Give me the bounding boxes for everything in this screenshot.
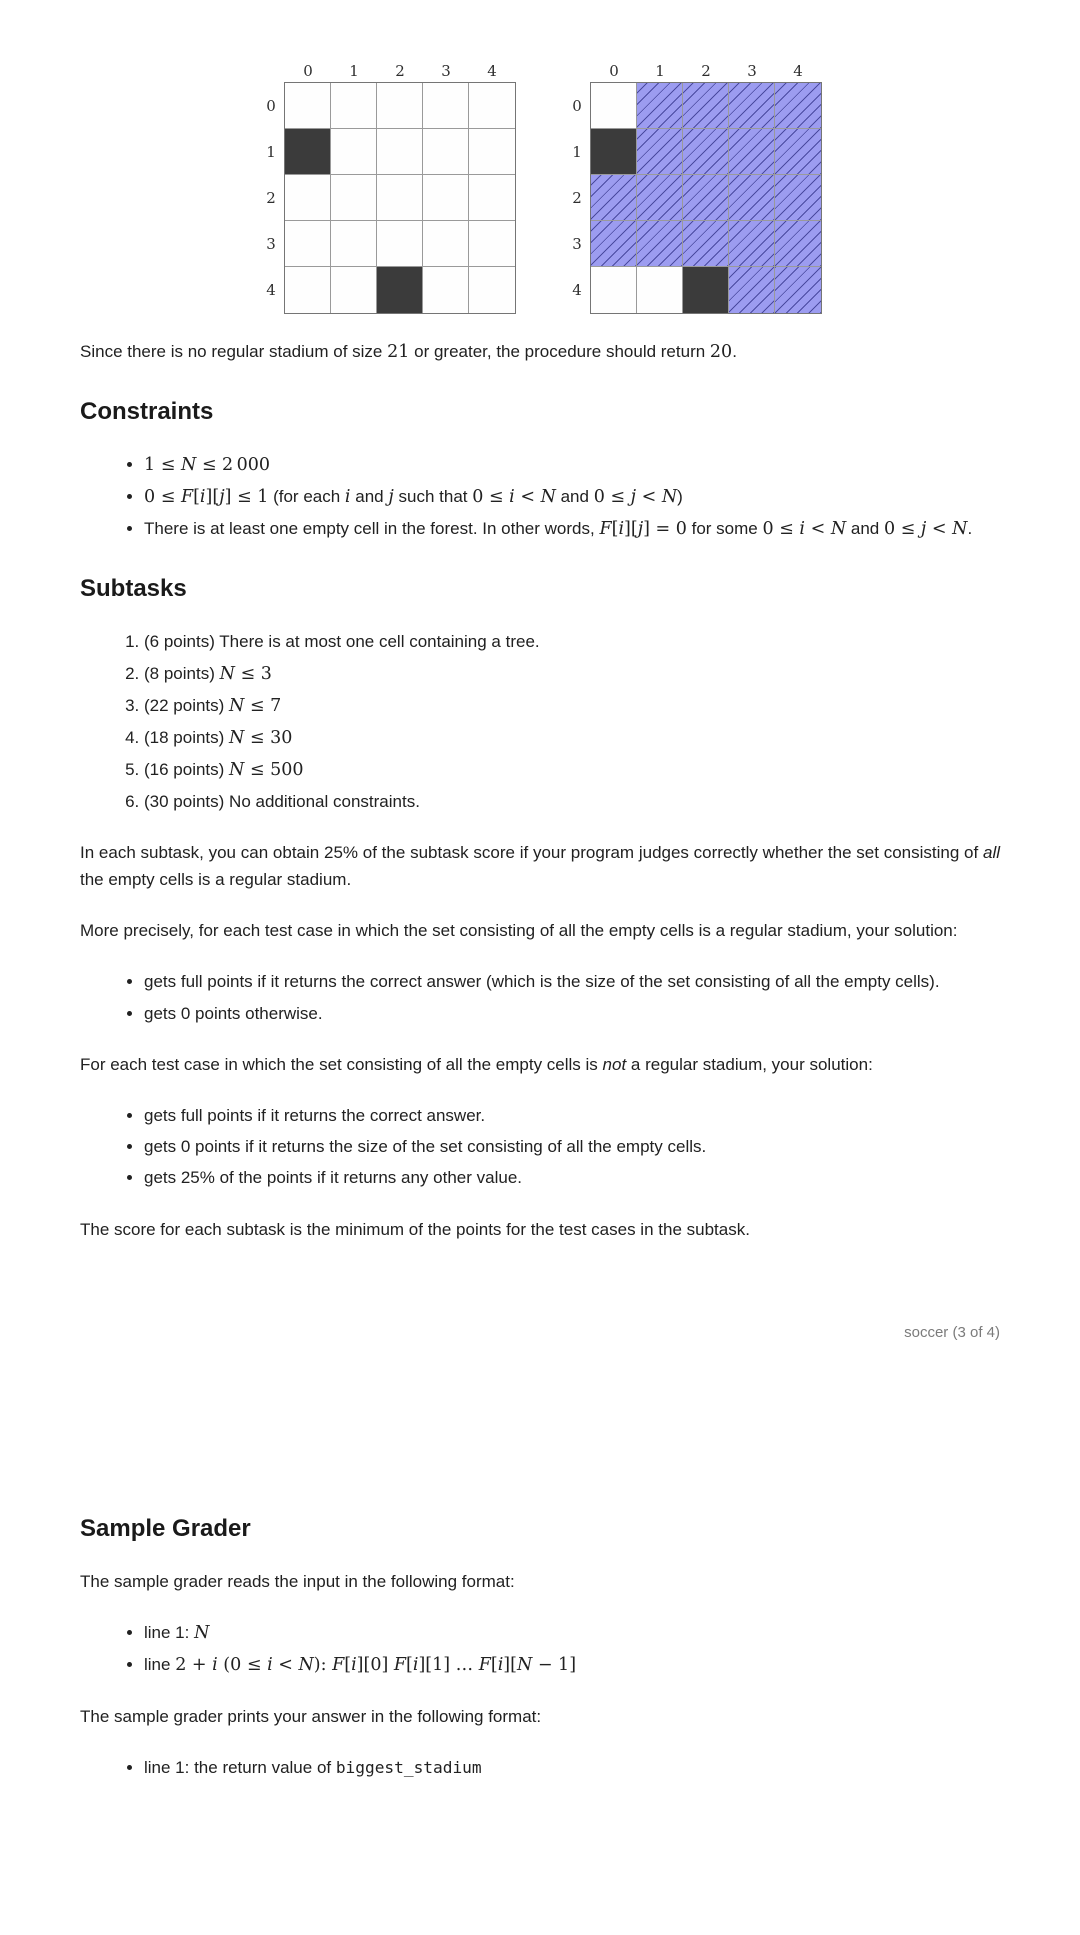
grid-cell-stadium [683,129,729,175]
grid-cell-empty [591,83,637,129]
constraints-list [80,451,1000,543]
column-label: 4 [793,62,803,80]
math-expression: 0 ≤ i < N [472,487,556,508]
page-break-gap [80,1345,1000,1483]
grid-cell-stadium [591,175,637,221]
math-expression: N [194,1623,210,1644]
grid-cell-empty [377,129,423,175]
grid-cell-tree [377,267,423,313]
grid-cell-empty [331,221,377,267]
grid-cell-empty [377,221,423,267]
column-label: 1 [349,62,359,80]
grid-cells [284,82,516,314]
subtask-item: 2. (8 points) N ≤ 3 [144,660,1000,688]
subtasks-list [80,628,1000,814]
subtask-item: 4. (18 points) N ≤ 30 [144,724,1000,752]
grid-cell-stadium [729,83,775,129]
grid-cell-empty [469,83,515,129]
grid-cell-empty [285,175,331,221]
grid-corner-spacer [564,60,590,82]
grid-cell-empty [423,221,469,267]
grid-column-labels [284,60,516,82]
grid-cell-tree [285,129,331,175]
column-label: 3 [441,62,451,80]
grid-cell-empty [331,267,377,313]
output-format-item: • line 1: the return value of biggest_stadium [144,1754,1000,1781]
scoring-rule-item: • gets 0 points otherwise. [144,1000,1000,1027]
grid-cell-tree [591,129,637,175]
grid-cell-empty [469,129,515,175]
grid-cell-stadium [775,221,821,267]
grid-cell-empty [331,83,377,129]
grid-cell-empty [331,129,377,175]
scoring-rule-item: • gets 0 points if it returns the size of the set consisting of all the empty cells. [144,1133,1000,1160]
row-label: 2 [266,188,276,207]
grid-cell-stadium [637,83,683,129]
grid-cell-stadium [775,267,821,313]
subtask-item: 1. (6 points) There is at most one cell containing a tree. [144,628,1000,655]
grid-row-labels [258,82,284,314]
grid-cell-empty [469,267,515,313]
math-expression: N ≤ 3 [219,663,272,684]
grid-cell-empty [331,175,377,221]
input-format-paragraph: The sample grader reads the input in the following format: [80,1571,515,1591]
grid-cell-stadium [683,83,729,129]
column-label: 0 [609,62,619,80]
row-label: 3 [266,234,276,253]
page-footer: soccer (3 of 4) [904,1323,1000,1341]
grid-cell-stadium [775,129,821,175]
grid-cell-stadium [637,129,683,175]
not-regular-case-paragraph: For each test case in which the set consisting of all the empty cells is not a regular stadium, your solution: [80,1054,873,1074]
partial-scoring-paragraph: In each subtask, you can obtain 25% of the subtask score if your program judges correctly whether the set consisting of all the empty cells is a regular stadium. [80,842,1000,890]
row-label: 1 [266,142,276,161]
grid-cell-empty [423,129,469,175]
column-label: 2 [701,62,711,80]
constraint-item: • 0 ≤ F[i][j] ≤ 1 (for each i and j such that 0 ≤ i < N and 0 ≤ j < N) [144,483,1000,511]
not-regular-case-list [80,1102,1000,1192]
input-format-item: • line 1: N [144,1619,1000,1647]
grid-row-labels [564,82,590,314]
subtasks-heading: Subtasks [80,575,187,603]
math-expression: 1 ≤ N ≤ 2 000 [144,455,271,476]
math-expression: 0 ≤ j < N [883,519,968,540]
output-format-paragraph: The sample grader prints your answer in the following format: [80,1707,542,1727]
regular-case-list [80,968,1000,1026]
grid-cell-stadium [775,83,821,129]
row-label: 0 [266,96,276,115]
constraint-item [144,451,1000,479]
grid-cell-empty [285,267,331,313]
forest-example-grid [258,60,516,314]
subtask-item: 5. (16 points) N ≤ 500 [144,756,1000,784]
subtask-item: 3. (22 points) N ≤ 7 [144,692,1000,720]
scoring-rule-item: • gets full points if it returns the correct answer. [144,1102,1000,1129]
grid-cell-stadium [683,175,729,221]
math-expression: 2 + i (0 ≤ i < N): F[i][0] F[i][1] … F[i][N − 1] [175,1655,577,1676]
subtask-score-paragraph: The score for each subtask is the minimum of the points for the test cases in the subtask. [80,1219,750,1239]
grid-cell-empty [637,267,683,313]
grid-cell-stadium [683,221,729,267]
math-expression: j [388,487,394,508]
grid-cell-stadium [729,267,775,313]
grid-cell-empty [423,175,469,221]
grid-cell-stadium [775,175,821,221]
math-expression: 0 ≤ i < N [762,519,847,540]
stadium-example-grid [564,60,822,314]
intro-paragraph: Since there is no regular stadium of size 21 or greater, the procedure should return 20. [80,342,737,362]
example-figures [80,0,1000,314]
grid-cell-stadium [637,221,683,267]
row-label: 1 [572,142,582,161]
sample-grader-heading: Sample Grader [80,1514,251,1542]
math-expression: N ≤ 30 [229,727,293,748]
grid-cell-empty [285,221,331,267]
grid-cell-stadium [637,175,683,221]
math-expression: N ≤ 7 [229,695,282,716]
output-format-list [80,1754,1000,1781]
math-expression: N ≤ 500 [229,759,304,780]
grid-cell-empty [469,175,515,221]
column-label: 2 [395,62,405,80]
constraint-item: • There is at least one empty cell in the forest. In other words, F[i][j] = 0 for some 0 ≤ i < N and 0 ≤ j < N. [144,515,1000,543]
grid-cell-empty [377,83,423,129]
grid-cell-stadium [591,221,637,267]
column-label: 3 [747,62,757,80]
grid-cell-empty [591,267,637,313]
grid-cells [590,82,822,314]
grid-column-labels [590,60,822,82]
column-label: 1 [655,62,665,80]
grid-cell-stadium [729,129,775,175]
grid-cell-empty [285,83,331,129]
row-label: 0 [572,96,582,115]
row-label: 2 [572,188,582,207]
math-expression: F[i][j] = 0 [599,519,687,540]
row-label: 3 [572,234,582,253]
grid-cell-empty [377,175,423,221]
grid-cell-tree [683,267,729,313]
regular-case-paragraph: More precisely, for each test case in which the set consisting of all the empty cells is a regular stadium, your solution: [80,921,958,941]
math-expression: 21 [387,342,410,362]
grid-cell-empty [423,267,469,313]
grid-cell-empty [469,221,515,267]
grid-cell-stadium [729,221,775,267]
constraints-heading: Constraints [80,398,214,426]
math-expression: 0 ≤ j < N [593,487,678,508]
row-label: 4 [572,280,582,299]
math-expression: i [344,487,351,508]
scoring-rule-item: • gets full points if it returns the correct answer (which is the size of the set consisting of all the empty cells). [144,968,1000,995]
column-label: 4 [487,62,497,80]
grid-cell-stadium [729,175,775,221]
subtask-item: 6. (30 points) No additional constraints. [144,788,1000,815]
scoring-rule-item: • gets 25% of the points if it returns any other value. [144,1164,1000,1191]
column-label: 0 [303,62,313,80]
math-expression: 20 [709,342,733,362]
math-expression: 0 ≤ F[i][j] ≤ 1 [144,487,269,508]
input-format-item: • line 2 + i (0 ≤ i < N): F[i][0] F[i][1] … F[i][N − 1] [144,1651,1000,1679]
grid-cell-empty [423,83,469,129]
input-format-list [80,1619,1000,1679]
row-label: 4 [266,280,276,299]
grid-corner-spacer [258,60,284,82]
inline-code: biggest_stadium [335,1758,482,1778]
